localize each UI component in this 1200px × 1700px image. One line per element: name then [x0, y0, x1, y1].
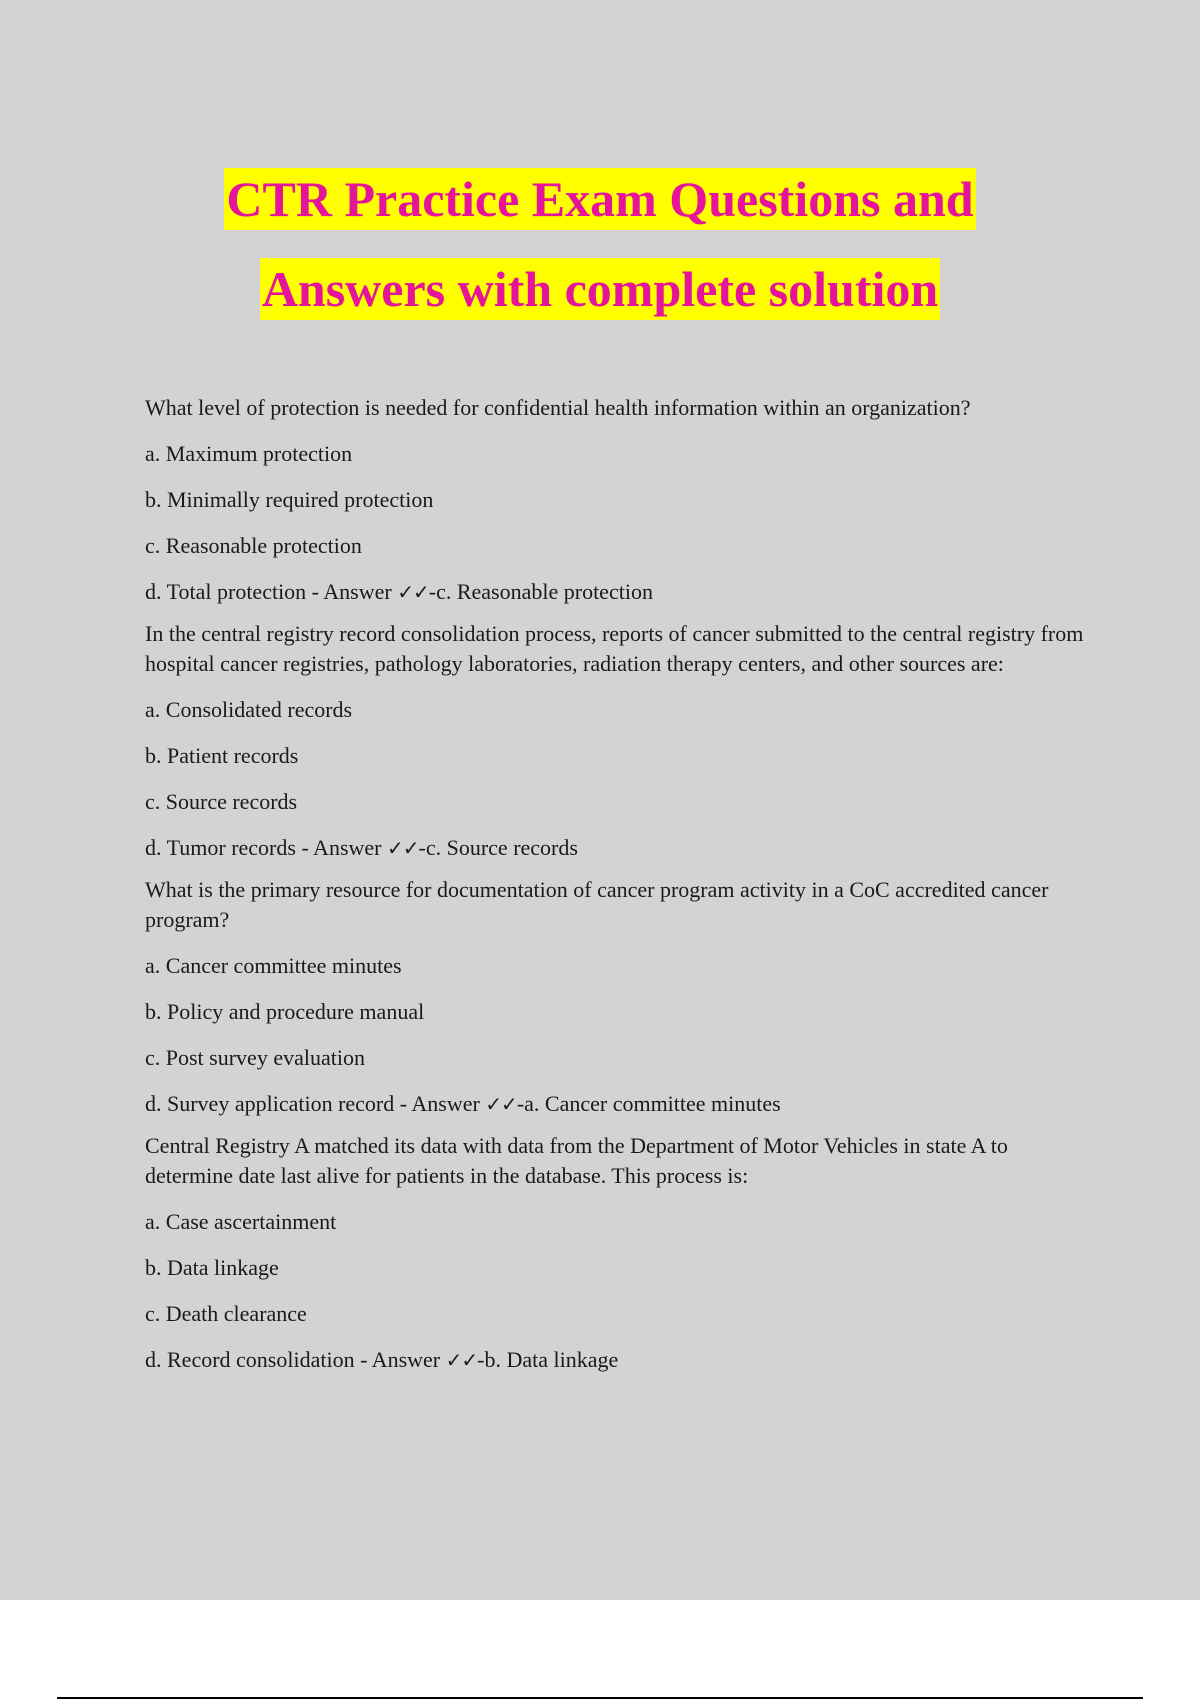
question-list: [145, 393, 1085, 1387]
question-text: What is the primary resource for documentation of cancer program activity in a CoC accredited cancer program?: [145, 877, 1049, 932]
option-c: c. Source records: [145, 789, 298, 814]
question-block: [145, 393, 1085, 607]
title-line-2: Answers with complete solution: [260, 258, 940, 320]
question-text: In the central registry record consolidation process, reports of cancer submitted to the central registry from hospital cancer registries, pathology laboratories, radiation therapy centers, and other sources are:: [145, 621, 1084, 676]
option-d: d. Tumor records - Answer: [145, 835, 387, 860]
question-block: [145, 1131, 1085, 1375]
answer-text: -a. Cancer committee minutes: [516, 1091, 781, 1116]
option-c: c. Post survey evaluation: [145, 1045, 365, 1070]
answer-text: -b. Data linkage: [477, 1347, 619, 1372]
question-block: [145, 619, 1085, 863]
option-c: c. Reasonable protection: [145, 533, 362, 558]
double-check-icon: ✓✓: [445, 1348, 478, 1372]
option-a: a. Case ascertainment: [145, 1209, 337, 1234]
question-block: [145, 875, 1085, 1119]
double-check-icon: ✓✓: [397, 580, 429, 604]
document-title: [0, 168, 1200, 320]
option-d-with-answer: [145, 833, 1085, 863]
option-a: a. Cancer committee minutes: [145, 953, 402, 978]
option-b: b. Policy and procedure manual: [145, 999, 425, 1024]
double-check-icon: ✓✓: [485, 1092, 517, 1116]
option-b: b. Patient records: [145, 743, 299, 768]
question-text: What level of protection is needed for confidential health information within an organization?: [145, 395, 971, 420]
question-text: Central Registry A matched its data with data from the Department of Motor Vehicles in state A to determine date last alive for patients in the database. This process is:: [145, 1133, 1008, 1188]
option-d: d. Record consolidation - Answer: [145, 1347, 446, 1372]
option-d-with-answer: [145, 1089, 1085, 1119]
footer-divider: [57, 1697, 1143, 1699]
option-c: c. Death clearance: [145, 1301, 307, 1326]
option-b: b. Data linkage: [145, 1255, 279, 1280]
title-line-1: CTR Practice Exam Questions and: [224, 168, 975, 230]
option-a: a. Consolidated records: [145, 697, 353, 722]
double-check-icon: ✓✓: [387, 836, 419, 860]
option-b: b. Minimally required protection: [145, 487, 434, 512]
option-d-with-answer: [145, 577, 1085, 607]
option-d-with-answer: [145, 1345, 1085, 1375]
option-a: a. Maximum protection: [145, 441, 353, 466]
answer-text: -c. Source records: [418, 835, 578, 860]
option-d: d. Total protection - Answer: [145, 579, 398, 604]
answer-text: -c. Reasonable protection: [428, 579, 653, 604]
option-d: d. Survey application record - Answer: [145, 1091, 486, 1116]
